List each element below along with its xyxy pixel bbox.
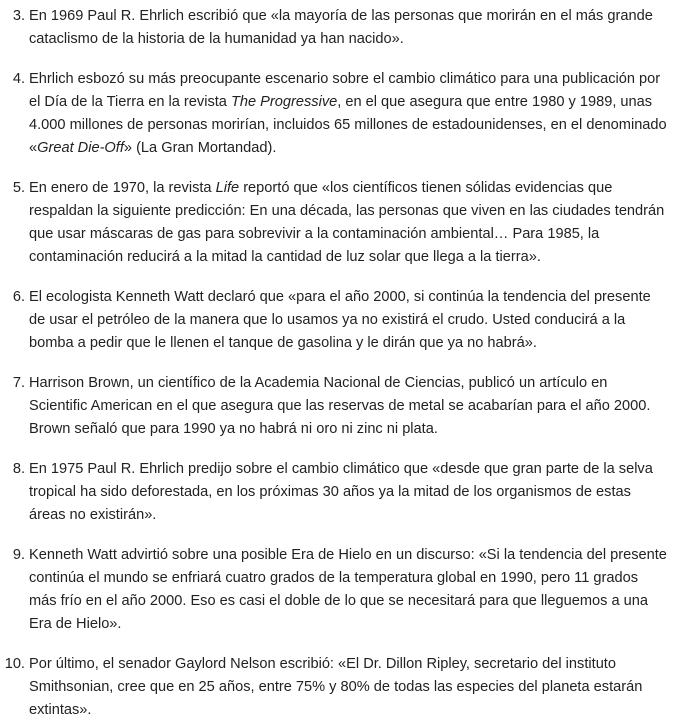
item-text-before: En enero de 1970, la revista — [29, 180, 216, 196]
predictions-list — [0, 5, 669, 722]
list-item — [12, 458, 669, 527]
item-text-middle: , en el que asegura que entre 1980 y 1989, unas 4.000 millones de personas morirían, incluidos 65 millones de estadounidenses, en el denominado « — [29, 94, 667, 156]
item-text: Kenneth Watt advirtió sobre una posible Era de Hielo en un discurso: «Si la tendencia del presente continúa el mundo se enfriará cuatro grados de la temperatura global en 1990, pero 11 grados más frío en el año 2000. Eso es casi el doble de lo que se necesitará para que lleguemos a una Era de Hielo». — [29, 547, 667, 632]
item-text: El ecologista Kenneth Watt declaró que «para el año 2000, si continúa la tendencia del presente de usar el petróleo de la manera que lo usamos ya no existirá el crudo. Usted conducirá a la bomba a pedir que le llenen el tanque de gasolina y le dirán que ya no habrá». — [29, 289, 651, 351]
item-number: 10. — [4, 656, 25, 672]
list-item — [12, 286, 669, 355]
list-item — [12, 177, 669, 269]
list-item — [12, 5, 669, 51]
item-number: 6. — [12, 289, 25, 305]
item-number: 5. — [12, 180, 25, 196]
list-item — [4, 653, 669, 722]
item-text — [29, 177, 669, 269]
item-text: En 1975 Paul R. Ehrlich predijo sobre el cambio climático que «desde que gran parte de la selva tropical ha sido deforestada, en los próximas 30 años ya la mitad de los organismos de estas áreas no existirán». — [29, 461, 653, 523]
magazine-title: The Progressive — [230, 94, 338, 110]
item-number: 7. — [12, 375, 25, 391]
list-item — [12, 68, 669, 160]
item-number: 8. — [12, 461, 25, 477]
item-text: Harrison Brown, un científico de la Academia Nacional de Ciencias, publicó un artículo en Scientific American en el que asegura que las reservas de metal se acabarían para el año 2000. Brown señaló que para 1990 ya no habrá ni oro ni zinc ni plata. — [29, 375, 651, 437]
item-text: En 1969 Paul R. Ehrlich escribió que «la mayoría de las personas que morirán en el más grande cataclismo de la historia de la humanidad ya han nacido». — [29, 8, 653, 47]
item-text — [29, 68, 669, 160]
item-text-before: Ehrlich esbozó su más preocupante escenario sobre el cambio climático para una publicación por el Día de la Tierra en la revista — [29, 71, 661, 110]
magazine-title: Life — [215, 180, 240, 196]
item-text-after: » (La Gran Mortandad). — [123, 140, 277, 156]
event-name: Great Die-Off — [37, 140, 124, 156]
item-number: 9. — [12, 547, 25, 563]
item-number: 4. — [12, 71, 25, 87]
list-item — [12, 544, 669, 636]
item-text-after: reportó que «los científicos tienen sólidas evidencias que respaldan la siguiente predicción: En una década, las personas que viven en las ciudades tendrán que usar máscaras de gas para sobrevivir a la contaminación ambiental… Para 1985, la contaminación reducirá a la mitad la cantidad de luz solar que llega a la tierra». — [29, 180, 665, 265]
item-text: Por último, el senador Gaylord Nelson escribió: «El Dr. Dillon Ripley, secretario del instituto Smithsonian, cree que en 25 años, entre 75% y 80% de todas las especies del planeta estarán extintas». — [29, 656, 643, 718]
item-number: 3. — [12, 8, 25, 24]
list-item — [12, 372, 669, 441]
